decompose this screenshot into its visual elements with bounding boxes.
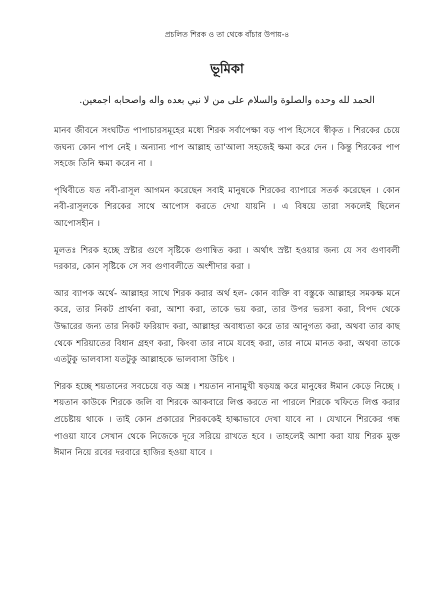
page-title: ভূমিকা	[210, 62, 244, 77]
arabic-opening: الحمد لله وحده والصلوة والسلام على من لا نبي بعده واله واصحابه اجمعين.	[79, 95, 375, 106]
running-header: প্রচলিত শিরক ও তা থেকে বাঁচার উপায়-৪	[164, 30, 290, 39]
paragraph-2: পৃথিবীতে যত নবী-রাসূল আগমন করেছেন সবাই মানুষকে শিরকের ব্যাপারে সতর্ক করেছেন । কোন নবী-রাসূলকে শিরকের সাথে আপোস করতে দেখা যায়নি । এ বিষয়ে তারা সকলেই ছিলেন আপোসহীন ।	[54, 185, 400, 229]
paragraph-3: মূলতঃ শিরক হচ্ছে স্রষ্টার গুণে সৃষ্টিকে গুণান্বিত করা । অর্থাৎ স্রষ্টা হওয়ার জন্য যে সব গুণাবলী দরকার, কোন সৃষ্টিকে সে সব গুণাবলীতে অংশীদার করা ।	[54, 245, 400, 273]
paragraph-5: শিরক হচ্ছে শয়তানের সবচেয়ে বড় অস্ত্র । শয়তান নানামুখী ষড়যন্ত্র করে মানুষের ঈমান কেড়ে নিচ্ছে । শয়তান কাউকে শিরকে জলি বা শিরকে আকবারে লিপ্ত করতে না পারলে শিরকে খফিতে লিপ্ত করার প্রচেষ্টায় থাকে । তাই কোন প্রকারের শিরককেই হাল্কাভাবে দেখা যাবে না । যেখানে শিরকের গন্ধ পাওয়া যাবে সেখান থেকে নিজেকে দূরে সরিয়ে রাখতে হবে । তাহলেই আশা করা যায় শিরক মুক্ত ঈমান নিয়ে রবের দরবারে হাজির হওয়া যাবে ।	[54, 381, 400, 459]
paragraph-4: আর ব্যাপক অর্থে- আল্লাহর সাথে শিরক করার অর্থ হল- কোন ব্যক্তি বা বস্তুকে আল্লাহর সমকক্ষ মনে করে, তার নিকট প্রার্থনা করা, আশা করা, তাকে ভয় করা, তার উপর ভরসা করা, বিপদ থেকে উদ্ধারের জন্য তার নিকট ফরিয়াদ করা, আল্লাহর অবাধ্যতা করে তার আনুগত্য করা, অথবা তার কাছ থেকে শরিয়াতের বিধান গ্রহণ করা, কিংবা তার নামে যবেহ করা, তার নামে মানত করা, অথবা তাকে এতটুকু ভালবাসা যতটুকু আল্লাহকে ভালবাসা উচিৎ ।	[54, 288, 400, 366]
paragraph-1: মানব জীবনে সংঘটিত পাপাচারসমূহের মধ্যে শিরক সর্বাপেক্ষা বড় পাপ হিসেবে স্বীকৃত । শিরকের চেয়ে জঘন্য কোন পাপ নেই । অন্যান্য পাপ আল্লাহ তা'আলা সহজেই ক্ষমা করে দেন । কিন্তু শিরকের পাপ সহজে তিনি ক্ষমা করেন না ।	[54, 126, 400, 170]
